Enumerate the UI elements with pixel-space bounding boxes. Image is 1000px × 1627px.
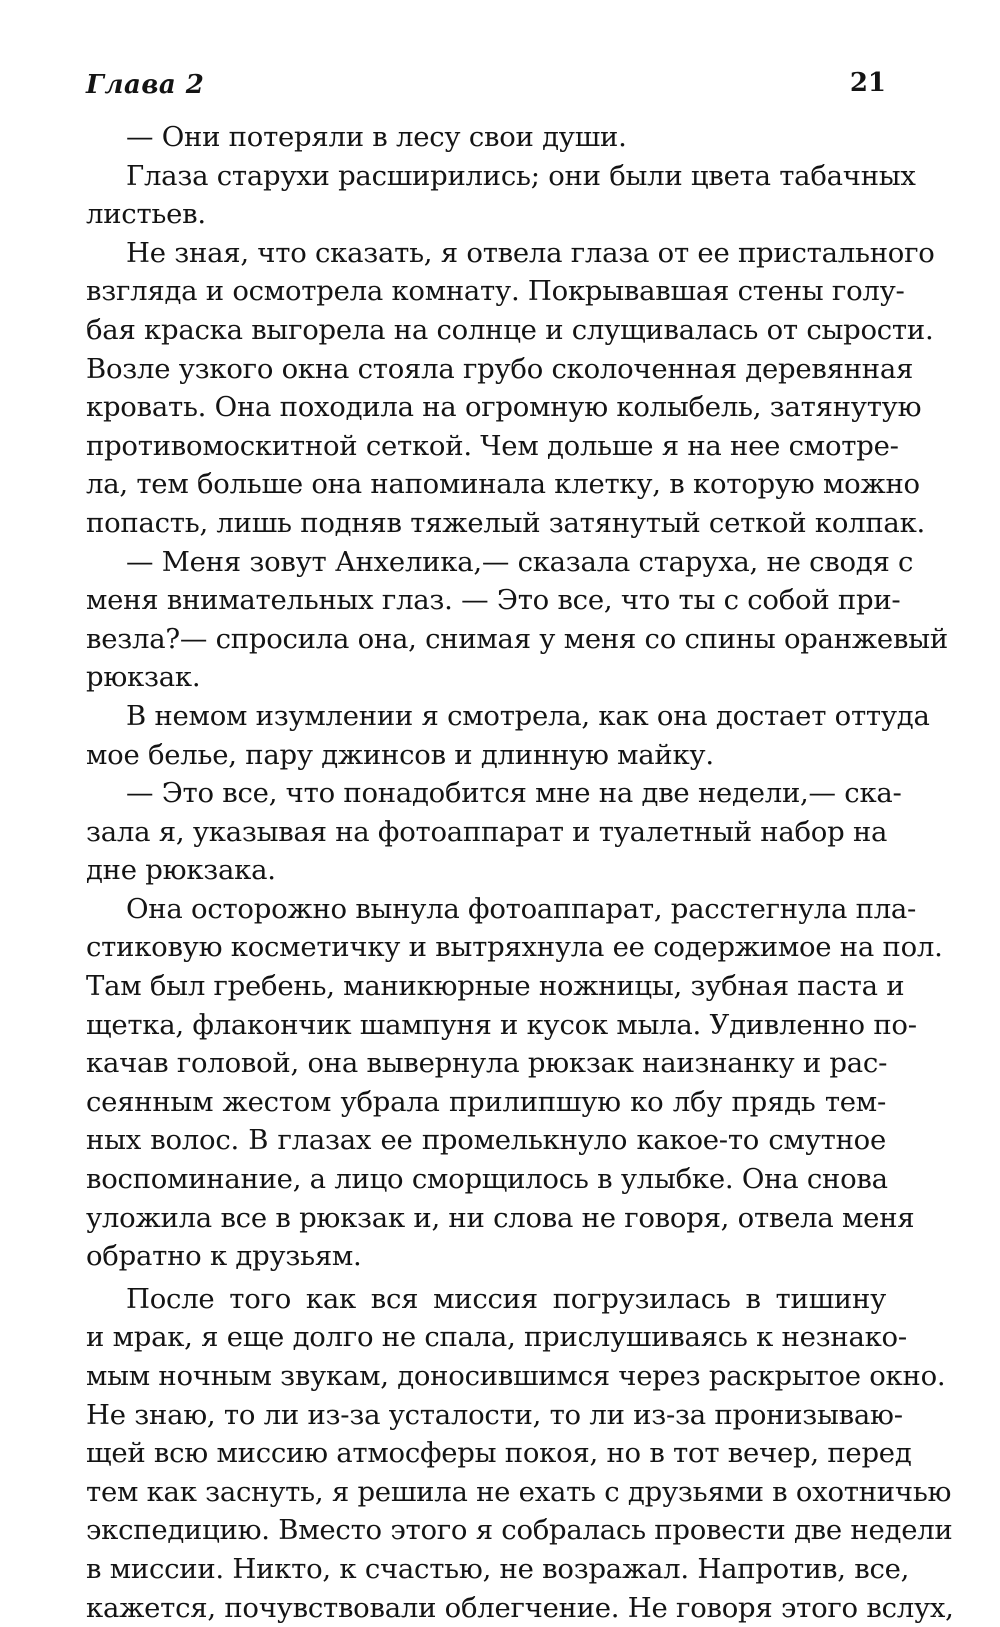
- text-line: После того как вся миссия погрузилась в тишину: [126, 1282, 886, 1315]
- text-line: противомоскитной сеткой. Чем дольше я на нее смотре-: [86, 429, 899, 462]
- text-line: листьев.: [86, 198, 206, 231]
- text-line: и мрак, я еще долго не спала, прислушиваясь к незнако-: [86, 1321, 907, 1354]
- text-line: ла, тем больше она напоминала клетку, в которую можно: [86, 468, 920, 501]
- text-line: стиковую косметичку и вытряхнула ее содержимое на пол.: [86, 931, 943, 964]
- chapter-title: Глава 2: [86, 70, 205, 100]
- text-line: воспоминание, а лицо сморщилось в улыбке. Она снова: [86, 1163, 888, 1196]
- text-line: — Они потеряли в лесу свои души.: [126, 121, 627, 153]
- text-line: Там был гребень, маникюрные ножницы, зубная паста и: [86, 970, 905, 1003]
- text-line: щей всю миссию атмосферы покоя, но в тот вечер, перед: [86, 1437, 912, 1470]
- text-line: в миссии. Никто, к счастью, не возражал. Напротив, все,: [86, 1552, 910, 1585]
- text-line: щетка, флакончик шампуня и кусок мыла. Удивленно по-: [86, 1008, 917, 1041]
- text-line: попасть, лишь подняв тяжелый затянутый сеткой колпак.: [86, 506, 925, 539]
- text-line: рюкзак.: [86, 661, 201, 694]
- text-line: обратно к друзьям.: [86, 1240, 362, 1273]
- text-line: мым ночным звукам, доносившимся через раскрытое окно.: [86, 1360, 946, 1392]
- page-header: [86, 62, 886, 118]
- text-line: кровать. Она походила на огромную колыбель, затянутую: [86, 391, 922, 424]
- text-line: Глаза старухи расширились; они были цвета табачных: [126, 159, 916, 192]
- text-line: мое белье, пару джинсов и длинную майку.: [86, 738, 714, 771]
- text-line: экспедицию. Вместо этого я собралась провести две недели: [86, 1514, 953, 1547]
- text-line: дне рюкзака.: [86, 854, 276, 887]
- text-line: В немом изумлении я смотрела, как она достает оттуда: [126, 699, 930, 732]
- text-line: уложила все в рюкзак и, ни слова не говоря, отвела меня: [86, 1201, 915, 1234]
- text-line: везла?— спросила она, снимая у меня со спины оранжевый: [86, 622, 948, 655]
- page-number: 21: [849, 68, 886, 98]
- text-line: Не зная, что сказать, я отвела глаза от ее пристального: [126, 236, 935, 269]
- text-line: бая краска выгорела на солнце и слущивалась от сырости.: [86, 313, 934, 346]
- text-line: зала я, указывая на фотоаппарат и туалетный набор на: [86, 815, 888, 848]
- text-line: кажется, почувствовали облегчение. Не говоря этого вслух,: [86, 1591, 954, 1624]
- text-line: взгляда и осмотрела комнату. Покрывавшая стены голу-: [86, 275, 905, 308]
- text-line: Возле узкого окна стояла грубо сколоченная деревянная: [86, 352, 914, 385]
- text-line: качав головой, она вывернула рюкзак наизнанку и рас-: [86, 1047, 888, 1080]
- text-line: меня внимательных глаз. — Это все, что ты с собой при-: [86, 584, 901, 617]
- text-line: — Меня зовут Анхелика,— сказала старуха, не сводя с: [126, 545, 914, 578]
- text-line: Не знаю, то ли из-за усталости, то ли из-за пронизываю-: [86, 1398, 903, 1431]
- book-page: [86, 62, 954, 1627]
- text-line: сеянным жестом убрала прилипшую ко лбу прядь тем-: [86, 1085, 886, 1118]
- text-line: Она осторожно вынула фотоаппарат, расстегнула пла-: [126, 892, 917, 925]
- text-line: тем как заснуть, я решила не ехать с друзьями в охотничью: [86, 1475, 952, 1508]
- text-line: — Это все, что понадобится мне на две недели,— ска-: [126, 777, 902, 810]
- text-line: ных волос. В глазах ее промелькнуло какое-то смутное: [86, 1124, 886, 1157]
- body-text: [86, 118, 954, 1627]
